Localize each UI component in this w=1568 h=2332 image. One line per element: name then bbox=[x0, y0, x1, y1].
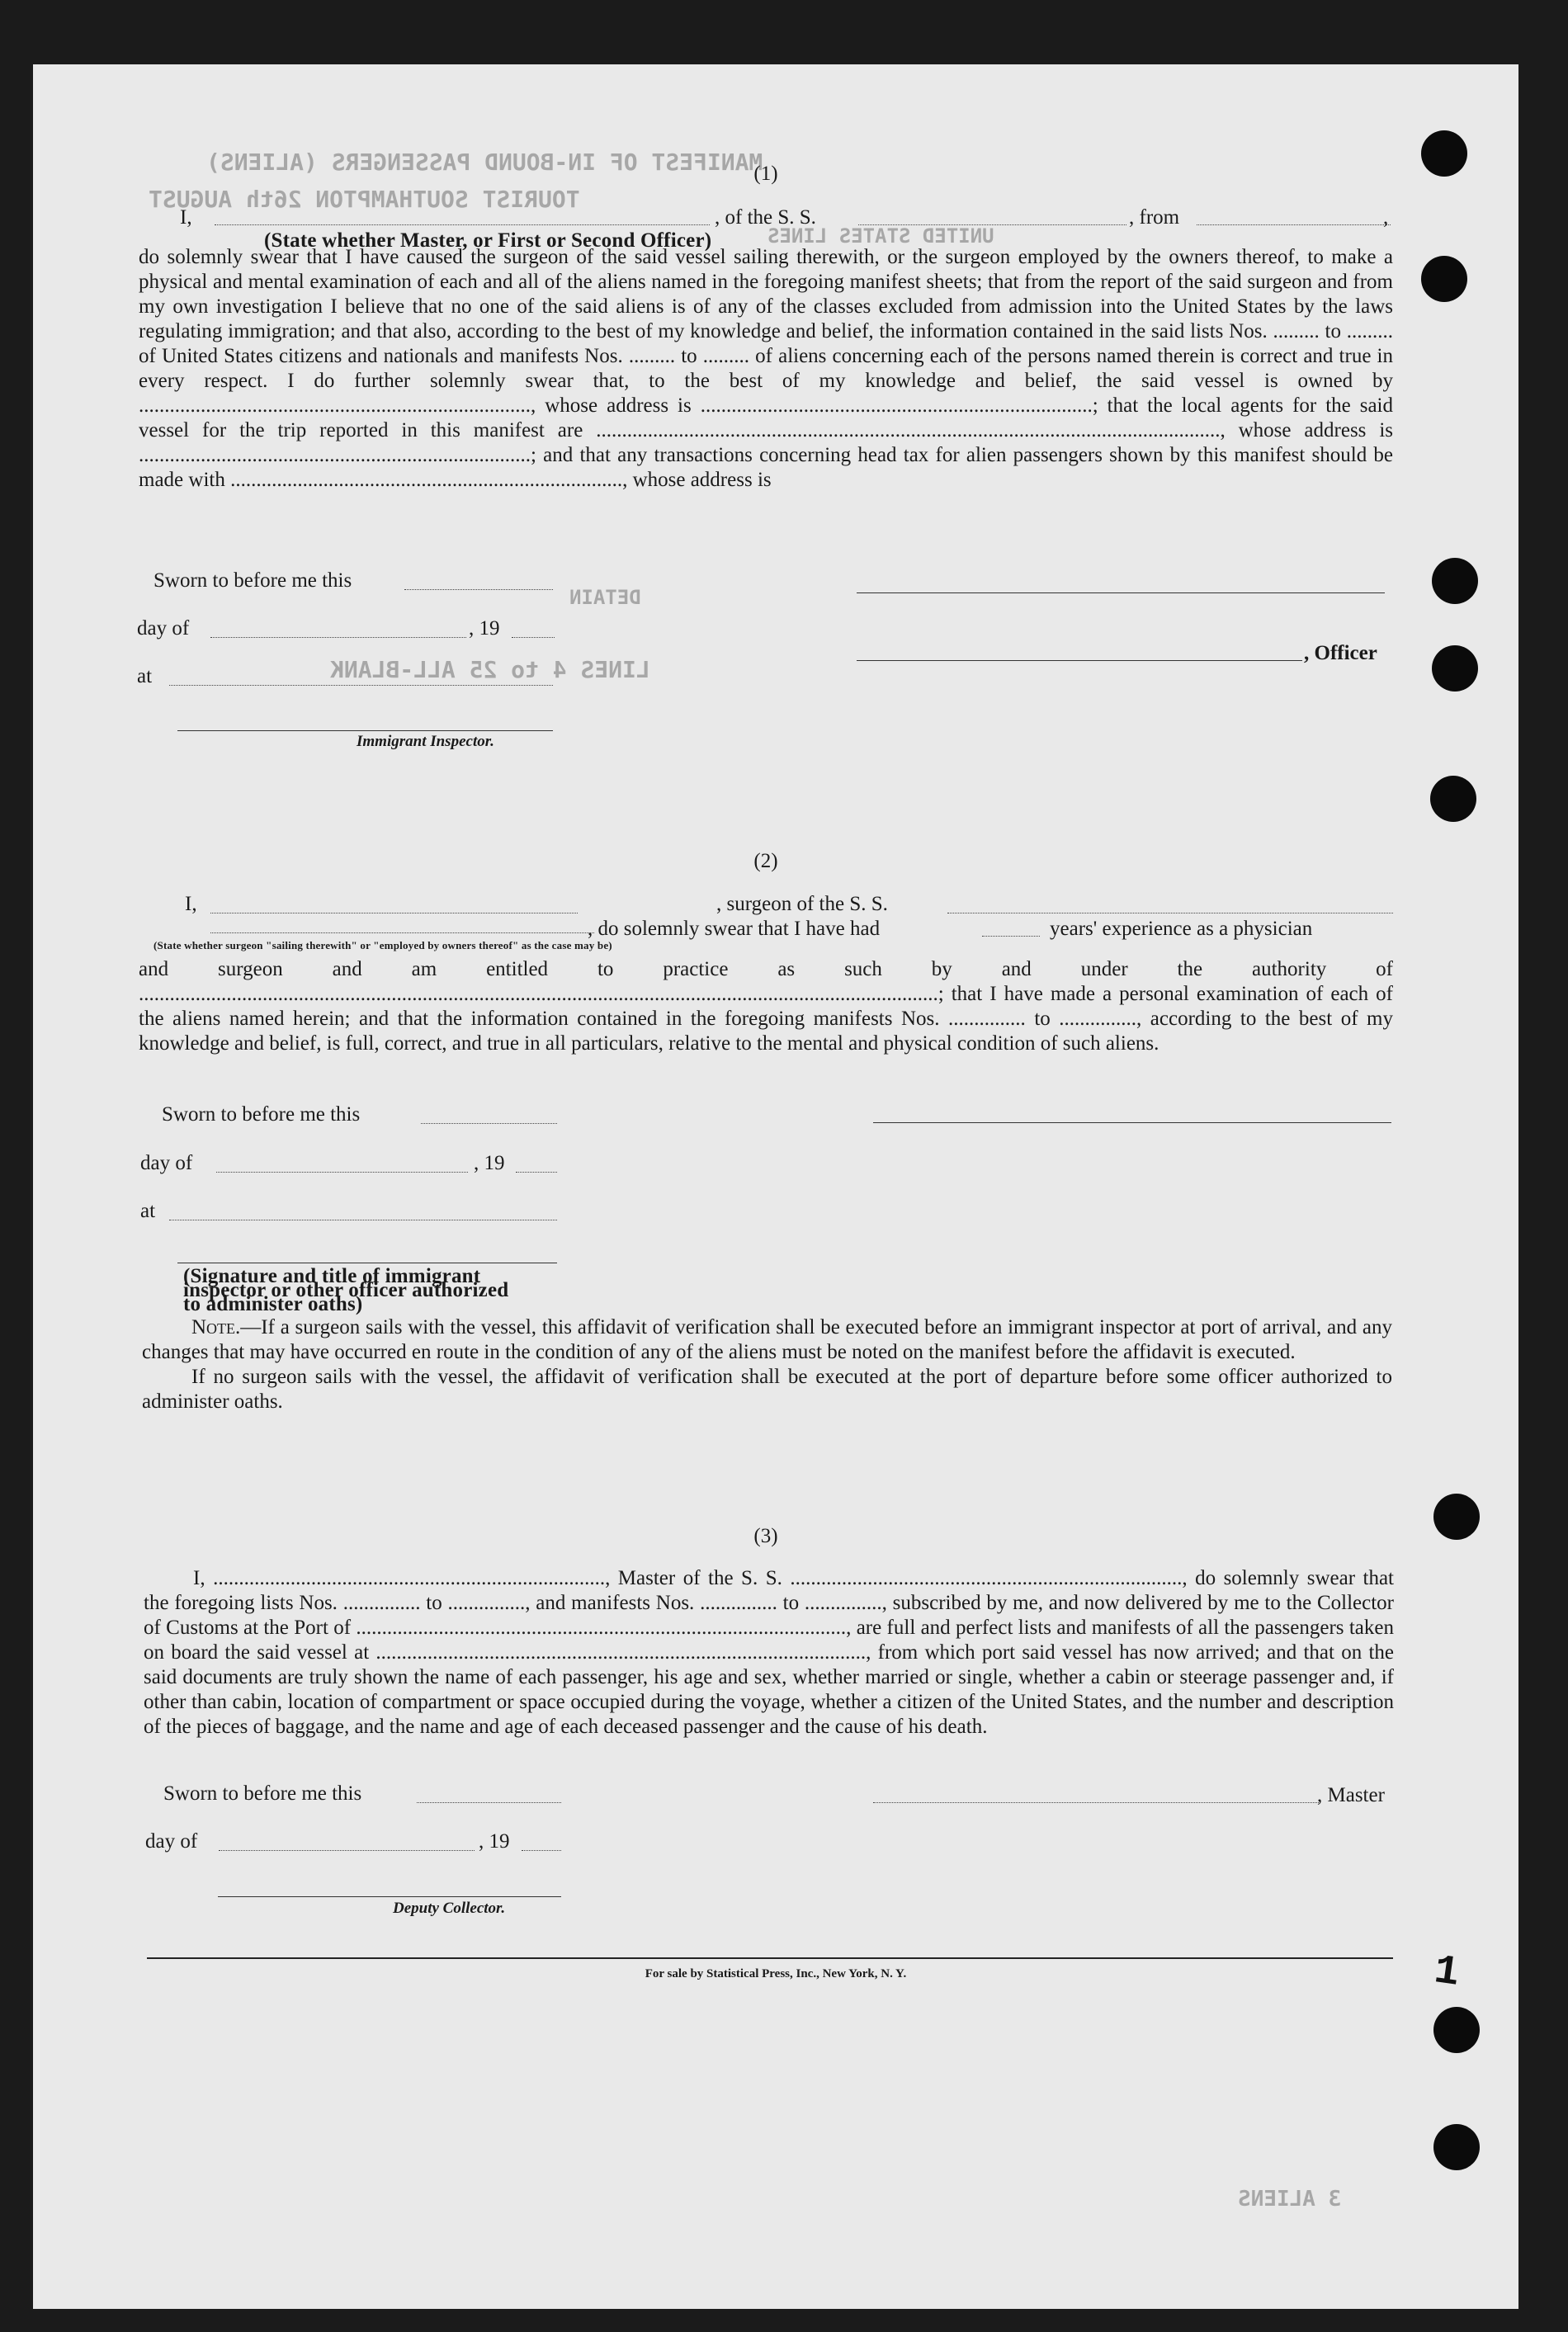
officer-signature-line bbox=[857, 592, 1385, 593]
from-blank bbox=[1197, 224, 1391, 225]
officer-line bbox=[180, 206, 192, 229]
officer-label: , Officer bbox=[1304, 642, 1377, 664]
bleed-through-text: MANIFEST OF IN-BOUND PASSENGERS (ALIENS) bbox=[206, 149, 763, 176]
years-label: years' experience as a physician bbox=[1050, 918, 1313, 940]
at-label: at bbox=[140, 1200, 156, 1222]
year-label: , 19 bbox=[479, 1830, 510, 1853]
handwritten-mark: 1 bbox=[1431, 1947, 1462, 1998]
surgeon-swear: , do solemnly swear that I have had bbox=[588, 918, 881, 940]
officer-blank bbox=[215, 224, 710, 225]
bleed-through-text: LINES 4 to 25 ALL-BLANK bbox=[330, 656, 650, 683]
inspector-label: Immigrant Inspector. bbox=[357, 733, 494, 750]
year-blank bbox=[512, 637, 555, 638]
master-signature-blank bbox=[873, 1802, 1319, 1803]
day-label: day of bbox=[140, 1152, 193, 1174]
surgeon-i: I, bbox=[185, 893, 197, 915]
affidavit-text: do solemnly swear that I have caused the surgeon of the said vessel sailing therewith, or the surgeon employed by the owners thereof, to make a physical and mental examination of each and all of the aliens named in the foregoing manifest sheets; that from the report of the said surgeon and from my own investigation I believe that no one of the said aliens is of any of the classes excluded from admission into the United States by the laws regulating immigration; and that also, according to the best of my knowledge and belief, the information contained in the said lists Nos. ......... to ......... of United States citizens and nationals and manifests Nos. ......... to ......... of aliens concerning each of the persons named therein is correct and true in every respect. I do further solemnly swear that, to the best of my knowledge and belief, the said vessel is owned by ............................................................................, whose address is ............................................................................; that the local agents for the said vessel for the trip reported in this manifest are ........................................................................................................................., whose address is ............................................................................; and that any transactions concerning head tax for alien passengers shown by this manifest should be made with ............................................................................, whose address is bbox=[139, 246, 1393, 491]
bleed-through-text: UNITED STATES LINES bbox=[767, 224, 994, 248]
sworn-label: Sworn to before me this bbox=[153, 569, 352, 592]
sworn-blank bbox=[421, 1123, 557, 1124]
sworn-blank bbox=[404, 589, 553, 590]
note-paragraph: If no surgeon sails with the vessel, the affidavit of verification shall be executed at the port of departure before some officer authorized to administer oaths. bbox=[142, 1366, 1392, 1413]
surgeon-of-ss: , surgeon of the S. S. bbox=[716, 893, 888, 915]
punch-hole bbox=[1433, 1494, 1480, 1540]
officer-hint: (State whether Master, or First or Second Officer) bbox=[264, 229, 712, 252]
collector-label: Deputy Collector. bbox=[393, 1900, 506, 1917]
master-label: , Master bbox=[1317, 1784, 1385, 1806]
affidavit-text: I, ............................................................................, Master of the S. S. ............................................................................, do solemnly swear that the foregoing lists Nos. ............... to ..............., and manifests Nos. ............... to ..............., subscribed by me, and now delivered by me to the Collector of Customs at the Port of ..............................................................................................., are full and perfect lists and manifests of all the passengers taken on board the said vessel at ..............................................................................................., from which port said vessel has now arrived; and that on the said documents are truly shown the name of each passenger, his age and sex, whether married or single, whether a cabin or steerage passenger and, if other than cabin, location of compartment or space occupied during the voyage, whether a citizen of the United States, and the number and description of the pieces of baggage, and the name and age of each deceased passenger and the cause of his death. bbox=[144, 1567, 1394, 1738]
note-block bbox=[142, 1315, 1392, 1414]
day-blank bbox=[216, 1172, 468, 1173]
at-label: at bbox=[137, 665, 153, 687]
sworn-label: Sworn to before me this bbox=[162, 1103, 361, 1126]
bleed-through-text: DETAIN bbox=[569, 586, 641, 609]
year-label: , 19 bbox=[474, 1152, 505, 1174]
sworn-blank bbox=[417, 1802, 561, 1803]
day-label: day of bbox=[145, 1830, 198, 1853]
punch-hole bbox=[1421, 130, 1467, 177]
note-label: Note. bbox=[191, 1316, 241, 1338]
year-label: , 19 bbox=[469, 617, 500, 640]
section-1-body bbox=[139, 245, 1393, 493]
punch-hole bbox=[1433, 2007, 1480, 2053]
from-end: , bbox=[1383, 206, 1389, 229]
punch-hole bbox=[1433, 2124, 1480, 2170]
ship-blank bbox=[858, 224, 1126, 225]
note-paragraph bbox=[142, 1315, 1392, 1365]
surgeon-signature-line bbox=[873, 1122, 1391, 1123]
section-number: (2) bbox=[753, 850, 778, 872]
section-number: (3) bbox=[753, 1525, 778, 1547]
punch-hole bbox=[1432, 645, 1478, 692]
surgeon-type-blank bbox=[210, 932, 594, 933]
affidavit-text: and surgeon and am entitled to practice as such by and under the authority of ...........................................................................................................................................................; that I have made a personal examination of each of the aliens named herein; and that the information contained in the foregoing manifests Nos. ............... to ..............., according to the best of my knowledge and belief, is full, correct, and true in all particulars, relative to the mental and physical condition of such aliens. bbox=[139, 958, 1393, 1055]
year-blank bbox=[522, 1850, 561, 1851]
signature-hint-text: (Signature and title of immigrant inspector or other officer authorized to administer oaths) bbox=[183, 1265, 509, 1315]
at-blank bbox=[169, 685, 553, 686]
punch-hole bbox=[1430, 776, 1476, 822]
section-3-body bbox=[144, 1566, 1394, 1740]
from-label: , from bbox=[1129, 206, 1180, 229]
sworn-label: Sworn to before me this bbox=[163, 1782, 362, 1805]
day-label: day of bbox=[137, 617, 190, 640]
day-blank bbox=[210, 637, 466, 638]
note-text: —If a surgeon sails with the vessel, this affidavit of verification shall be executed before an immigrant inspector at port of arrival, and any changes that may have occurred en route in the condition of any of the aliens must be noted on the manifest before the affidavit is executed. bbox=[142, 1316, 1392, 1363]
year-blank bbox=[516, 1172, 557, 1173]
surgeon-hint: (State whether surgeon "sailing therewith" or "employed by owners thereof" as the case may be) bbox=[153, 939, 612, 951]
punch-hole bbox=[1421, 256, 1467, 302]
bleed-through-text: TOURIST SOUTHAMPTON 26th AUGUST bbox=[149, 186, 580, 213]
text: I, bbox=[180, 206, 192, 229]
collector-line bbox=[218, 1896, 561, 1897]
punch-hole bbox=[1432, 558, 1478, 604]
ship-label: , of the S. S. bbox=[715, 206, 816, 229]
day-blank bbox=[219, 1850, 475, 1851]
signature-hint bbox=[183, 1265, 530, 1315]
section-number: (1) bbox=[753, 163, 778, 185]
years-blank bbox=[982, 936, 1040, 937]
inspector-line bbox=[177, 730, 553, 731]
bleed-through-text: 3 ALIENS bbox=[1238, 2187, 1342, 2212]
officer-signature-line bbox=[857, 660, 1302, 661]
section-2-body bbox=[139, 957, 1393, 1056]
footer-text: For sale by Statistical Press, Inc., New York, N. Y. bbox=[645, 1967, 907, 1980]
footer-rule bbox=[147, 1957, 1393, 1959]
